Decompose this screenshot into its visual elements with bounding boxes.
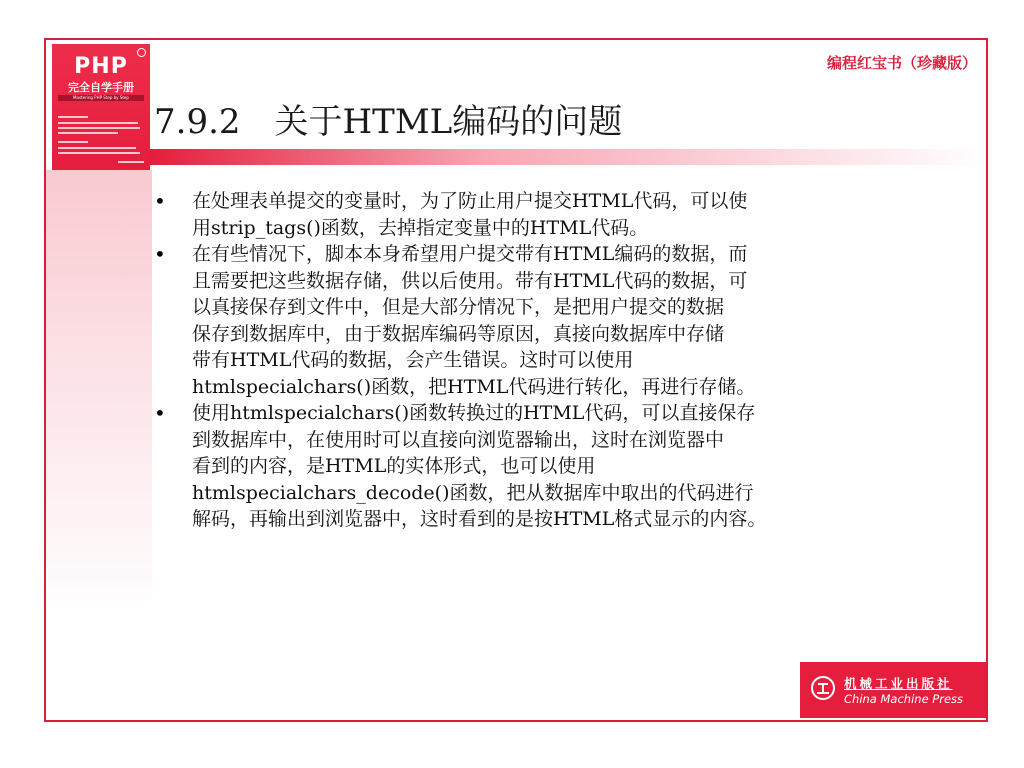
cover-text-line (58, 127, 140, 129)
bullet-text: 使用htmlspecialchars()函数转换过的HTML代码，可以直接保存 到数据库中，在使用时可以直接向浏览器输出，这时在浏览器中 看到的内容，是HTML的实体形式，也可以使用 htmlspecialchars_decode()函数，把从数据库中取出的代码进行 解码，再输出到浏览器中，这时看到的是按HTML格式显示的内容。 (192, 402, 767, 530)
bullet-marker: • (154, 401, 166, 425)
cover-text-line (58, 122, 138, 124)
bullet-item (154, 188, 944, 241)
title-underline-bar (150, 149, 986, 165)
cover-english-title: Mastering PHP Step by Step (58, 95, 144, 101)
cover-subtitle: 完全自学手册 (68, 81, 134, 94)
cover-publisher-mark (118, 161, 144, 163)
bullet-item (154, 241, 944, 400)
cover-text-line (58, 132, 118, 134)
cover-text-line (58, 152, 140, 154)
publisher-emblem-icon (810, 675, 836, 701)
book-cover-image (52, 44, 150, 170)
publisher-name-en: China Machine Press (844, 692, 964, 706)
bullet-marker: • (154, 189, 166, 213)
slide-title: 7.9.2 关于HTML编码的问题 (154, 102, 623, 142)
bullet-item (154, 400, 944, 533)
bullet-marker: • (154, 242, 166, 266)
slide-content (154, 188, 944, 533)
cover-title: PHP (74, 54, 128, 79)
cover-text-line (58, 147, 136, 149)
publisher-name-cn: 机械工业出版社 (844, 676, 953, 691)
series-label: 编程红宝书（珍藏版） (826, 54, 977, 72)
cover-text-line (58, 141, 88, 143)
left-gradient-strip (46, 170, 152, 620)
bullet-text: 在处理表单提交的变量时，为了防止用户提交HTML代码，可以使 用strip_tags()函数，去掉指定变量中的HTML代码。 (192, 190, 748, 239)
publisher-badge (800, 662, 986, 718)
cover-text-line (58, 116, 88, 118)
bullet-text: 在有些情况下，脚本本身希望用户提交带有HTML编码的数据，而 且需要把这些数据存储，供以后使用。带有HTML代码的数据，可 以真接保存到文件中，但是大部分情况下，是把用户提交的数据 保存到数据库中，由于数据库编码等原因，真接向数据库中存储 带有HTML代码的数据，会产生错误。这时可以使用 htmlspecialchars()函数，把HTML代码进行转化，再进行存储。 (192, 243, 756, 398)
